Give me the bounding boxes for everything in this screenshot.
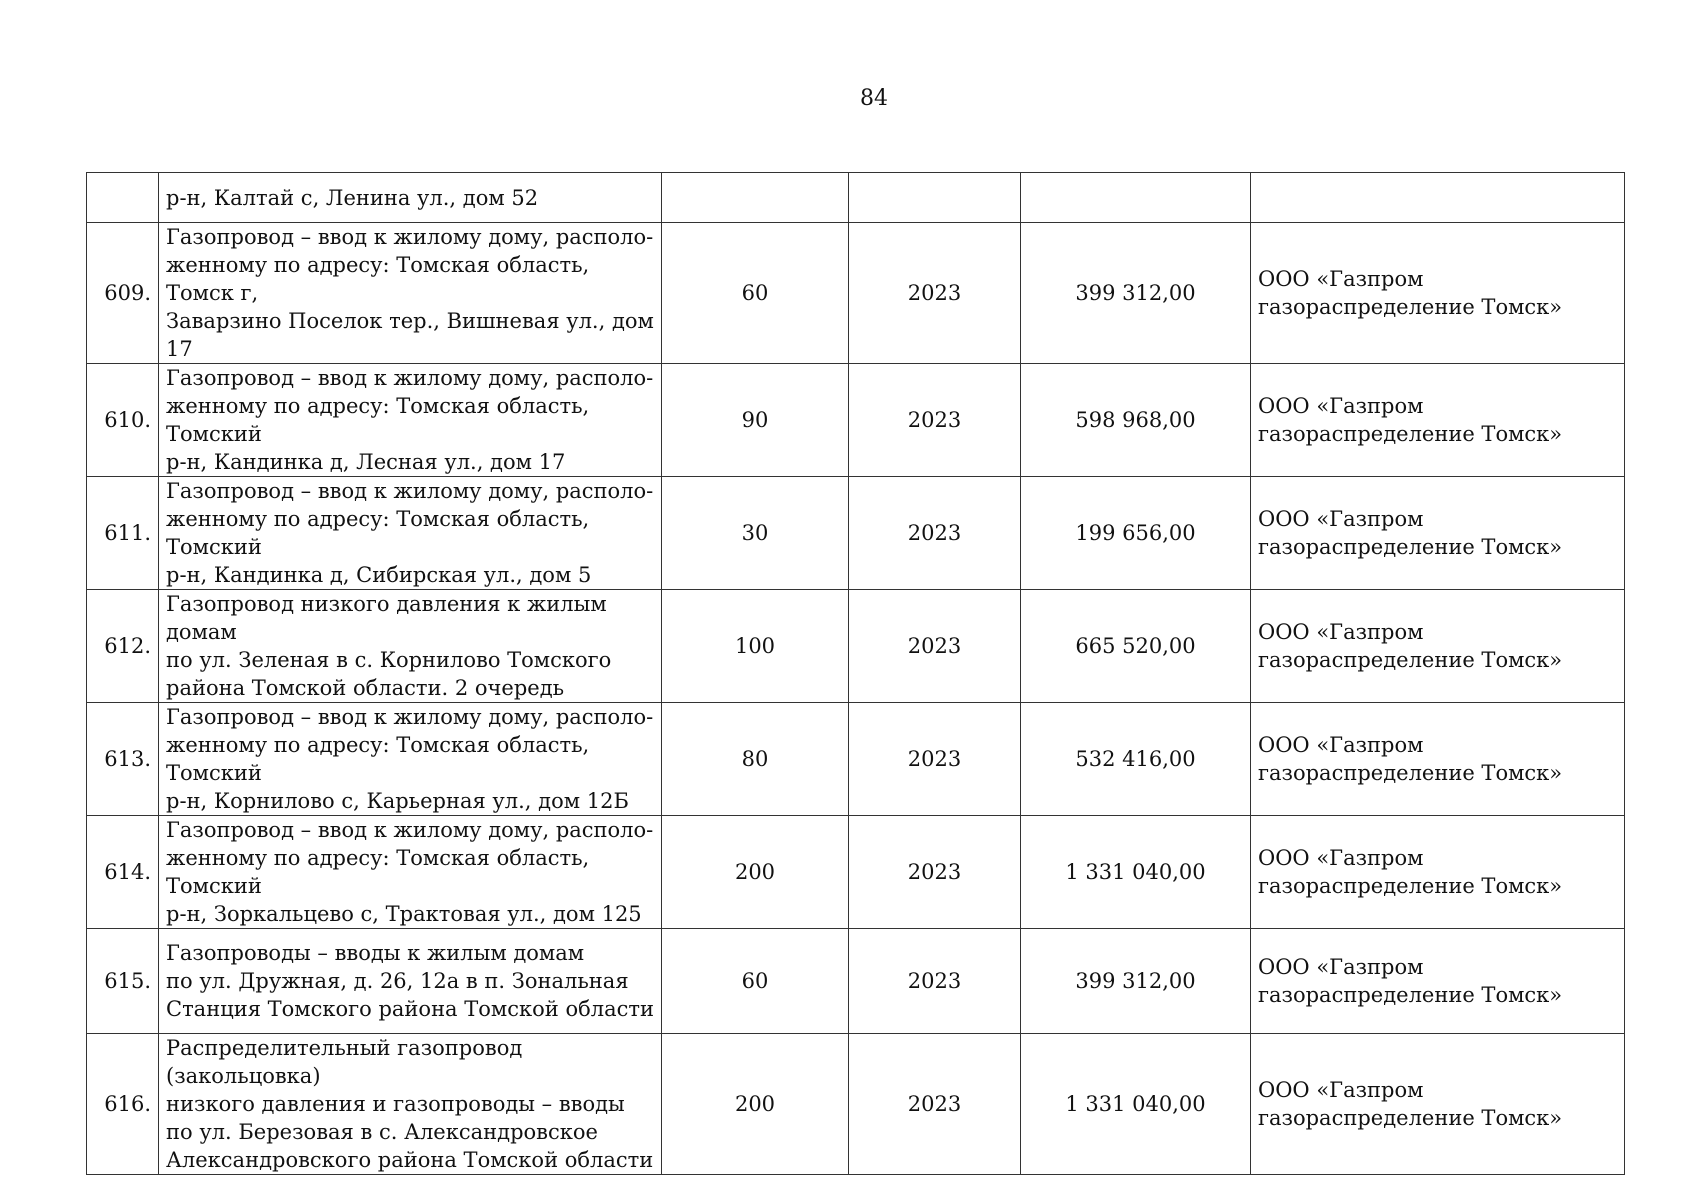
cell-cost: 399 312,00	[1021, 223, 1251, 364]
table-row-continuation	[87, 173, 1625, 223]
cell-organization: ООО «Газпром газораспределение Томск»	[1251, 364, 1625, 477]
cell-year: 2023	[849, 929, 1021, 1034]
cell-name: Распределительный газопровод (закольцовка) низкого давления и газопроводы – вводы по ул. Березовая в с. Александровское Александровского района Томской области	[159, 1034, 662, 1175]
cell-cost: 665 520,00	[1021, 590, 1251, 703]
cell-number	[87, 173, 159, 223]
cell-length: 100	[662, 590, 849, 703]
cell-name: Газопровод – ввод к жилому дому, располо- женному по адресу: Томская область, Томский р-н, Корнилово с, Карьерная ул., дом 12Б	[159, 703, 662, 816]
cell-organization: ООО «Газпром газораспределение Томск»	[1251, 929, 1625, 1034]
cell-number: 615.	[87, 929, 159, 1034]
cell-number: 611.	[87, 477, 159, 590]
cell-number: 610.	[87, 364, 159, 477]
cell-name: Газопровод – ввод к жилому дому, располо- женному по адресу: Томская область, Томский р-н, Кандинка д, Сибирская ул., дом 5	[159, 477, 662, 590]
cell-organization	[1251, 173, 1625, 223]
cell-length	[662, 173, 849, 223]
cell-cost: 1 331 040,00	[1021, 1034, 1251, 1175]
cell-organization: ООО «Газпром газораспределение Томск»	[1251, 223, 1625, 364]
cell-cost: 598 968,00	[1021, 364, 1251, 477]
cell-length: 60	[662, 929, 849, 1034]
cell-number: 612.	[87, 590, 159, 703]
cell-organization: ООО «Газпром газораспределение Томск»	[1251, 590, 1625, 703]
cell-number: 609.	[87, 223, 159, 364]
cell-year: 2023	[849, 590, 1021, 703]
cell-length: 200	[662, 1034, 849, 1175]
cell-year	[849, 173, 1021, 223]
cell-cost: 199 656,00	[1021, 477, 1251, 590]
table-row	[87, 1034, 1625, 1175]
cell-organization: ООО «Газпром газораспределение Томск»	[1251, 816, 1625, 929]
cell-cost: 532 416,00	[1021, 703, 1251, 816]
gas-pipeline-table	[86, 172, 1625, 1175]
cell-name: Газопровод низкого давления к жилым домам по ул. Зеленая в с. Корнилово Томского района Томской области. 2 очередь	[159, 590, 662, 703]
cell-length: 200	[662, 816, 849, 929]
cell-length: 80	[662, 703, 849, 816]
cell-year: 2023	[849, 477, 1021, 590]
table-row	[87, 223, 1625, 364]
cell-organization: ООО «Газпром газораспределение Томск»	[1251, 1034, 1625, 1175]
cell-length: 90	[662, 364, 849, 477]
cell-number: 613.	[87, 703, 159, 816]
cell-name: Газопровод – ввод к жилому дому, располо- женному по адресу: Томская область, Томский р-н, Зоркальцево с, Трактовая ул., дом 125	[159, 816, 662, 929]
cell-cost: 399 312,00	[1021, 929, 1251, 1034]
cell-name: Газопровод – ввод к жилому дому, располо- женному по адресу: Томская область, Томск г, Заварзино Поселок тер., Вишневая ул., дом 17	[159, 223, 662, 364]
table-row	[87, 477, 1625, 590]
cell-name: Газопроводы – вводы к жилым домам по ул. Дружная, д. 26, 12а в п. Зональная Станция Томского района Томской области	[159, 929, 662, 1034]
cell-length: 60	[662, 223, 849, 364]
page-number: 84	[860, 86, 888, 111]
cell-cost	[1021, 173, 1251, 223]
cell-year: 2023	[849, 1034, 1021, 1175]
table-row	[87, 929, 1625, 1034]
table-row	[87, 816, 1625, 929]
table-row	[87, 364, 1625, 477]
cell-year: 2023	[849, 364, 1021, 477]
cell-number: 614.	[87, 816, 159, 929]
cell-name: Газопровод – ввод к жилому дому, располо- женному по адресу: Томская область, Томский р-н, Кандинка д, Лесная ул., дом 17	[159, 364, 662, 477]
cell-year: 2023	[849, 223, 1021, 364]
cell-year: 2023	[849, 703, 1021, 816]
cell-name: р-н, Калтай с, Ленина ул., дом 52	[159, 173, 662, 223]
cell-number: 616.	[87, 1034, 159, 1175]
cell-length: 30	[662, 477, 849, 590]
table-row	[87, 703, 1625, 816]
table-row	[87, 590, 1625, 703]
cell-year: 2023	[849, 816, 1021, 929]
cell-organization: ООО «Газпром газораспределение Томск»	[1251, 703, 1625, 816]
cell-organization: ООО «Газпром газораспределение Томск»	[1251, 477, 1625, 590]
cell-cost: 1 331 040,00	[1021, 816, 1251, 929]
